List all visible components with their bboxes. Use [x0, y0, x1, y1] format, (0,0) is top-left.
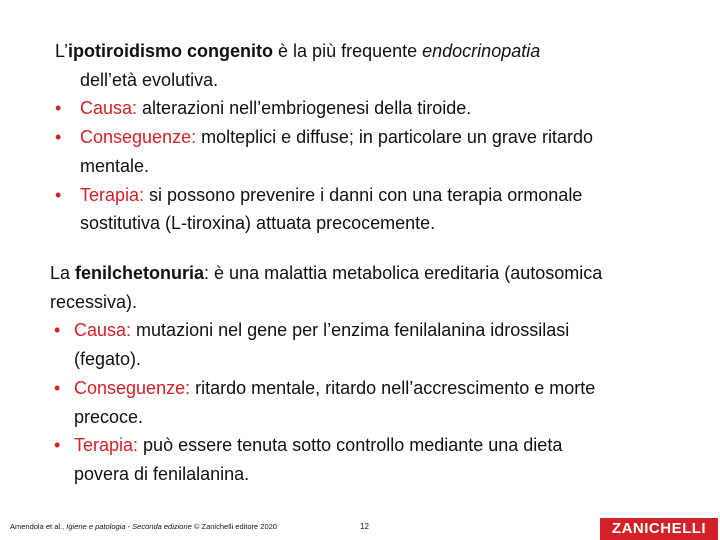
term-fenilchetonuria: fenilchetonuria — [75, 263, 205, 283]
publisher-logo: ZANICHELLI — [600, 518, 718, 540]
footer-citation — [10, 522, 277, 531]
bullet-text: si possono prevenire i danni con una terapia ormonale — [144, 184, 583, 205]
bullet-item-terapia — [50, 431, 705, 460]
footer-authors: Amendola et al., — [10, 522, 67, 531]
bullet-item-terapia — [55, 181, 695, 210]
bullet-label: Conseguenze: — [80, 127, 197, 148]
bullet-text: ritardo mentale, ritardo nell’accrescimento e morte — [190, 377, 596, 398]
bullet-label: Terapia: — [74, 435, 139, 456]
intro-text: è la più frequente — [273, 41, 423, 61]
bullet-label: Causa: — [80, 98, 138, 119]
term-ipotiroidismo: ipotiroidismo congenito — [68, 41, 274, 61]
intro-text: : è una malattia metabolica ereditaria (autosomica — [204, 263, 603, 283]
bullet-icon: • — [55, 184, 62, 205]
term-endocrinopatia: endocrinopatia — [422, 41, 541, 61]
intro-continuation: dell’età evolutiva. — [80, 69, 219, 90]
bullet-icon: • — [54, 377, 61, 398]
bullet-item-causa — [55, 94, 695, 123]
section-intro-line — [50, 259, 705, 288]
phenylketonuria-section — [50, 259, 705, 489]
intro-prefix: La — [50, 263, 76, 283]
bullet-icon: • — [54, 435, 61, 456]
bullet-text: può essere tenuta sotto controllo mediante una dieta — [138, 435, 563, 456]
bullet-icon: • — [55, 127, 62, 148]
bullet-item-conseguenze — [50, 374, 705, 403]
bullet-icon: • — [54, 320, 61, 341]
section-intro-line — [55, 37, 695, 66]
bullet-text: alterazioni nell’embriogenesi della tiroide. — [137, 98, 472, 119]
footer-book-title: Igiene e patologia - Seconda edizione — [66, 522, 192, 531]
bullet-item-causa — [50, 316, 705, 345]
hypothyroidism-section — [55, 37, 695, 238]
bullet-text: molteplici e diffuse; in particolare un grave ritardo — [196, 127, 593, 148]
intro-continuation: recessiva). — [50, 291, 138, 312]
bullet-icon: • — [55, 98, 62, 119]
bullet-continuation: precoce. — [74, 406, 144, 427]
bullet-label: Causa: — [74, 320, 132, 341]
bullet-continuation: (fegato). — [74, 349, 142, 370]
bullet-text: mutazioni nel gene per l’enzima fenilalanina idrossilasi — [131, 320, 570, 341]
bullet-item-conseguenze — [55, 123, 695, 152]
bullet-continuation: mentale. — [80, 155, 150, 176]
bullet-label: Conseguenze: — [74, 377, 191, 398]
bullet-continuation: sostitutiva (L-tiroxina) attuata precocemente. — [80, 213, 436, 234]
bullet-continuation: povera di fenilalanina. — [74, 463, 250, 484]
page-number: 12 — [360, 522, 369, 531]
footer-publisher: © Zanichelli editore 2020 — [191, 522, 277, 531]
intro-prefix: L’ — [55, 41, 69, 61]
bullet-label: Terapia: — [80, 184, 145, 205]
